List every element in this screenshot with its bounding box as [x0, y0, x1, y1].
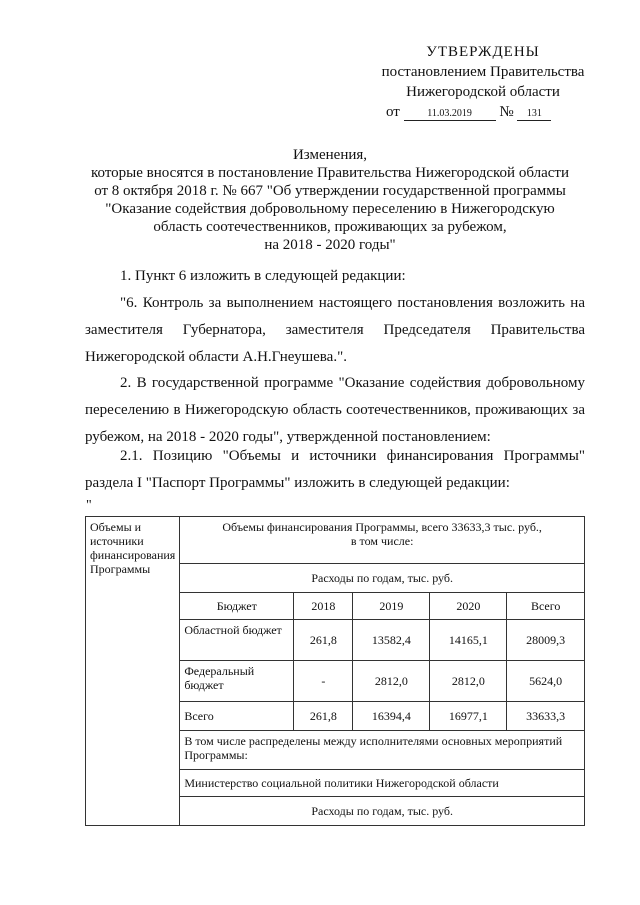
financing-total — [180, 517, 585, 564]
row-regional-2019: 13582,4 — [353, 620, 430, 661]
approval-block — [368, 42, 598, 122]
row-federal-label: Федеральный бюджет — [180, 661, 294, 702]
row-total-2018: 261,8 — [294, 702, 353, 731]
row-federal-2018: - — [294, 661, 353, 702]
approval-date: 11.03.2019 — [404, 108, 496, 121]
heading-line-6: на 2018 - 2020 годы" — [264, 237, 396, 253]
approval-date-line — [368, 102, 598, 122]
expenses-footer: Расходы по годам, тыс. руб. — [180, 797, 585, 826]
paragraph-2: "6. Контроль за выполнением настоящего постановления возложить на заместителя Губернатора, заместителя Председателя Правительства Нижегородской области А.Н.Гнеушева.". — [85, 295, 585, 365]
col-header-2018: 2018 — [294, 593, 353, 620]
paragraph-3: 2. В государственной программе "Оказание содействия добровольному переселению в Нижегородскую область соотечественников, проживающих за рубежом, на 2018 - 2020 годы", утвержденной постановлением: — [85, 375, 585, 445]
paragraph-1: 1. Пункт 6 изложить в следующей редакции: — [120, 268, 406, 284]
document-heading — [60, 146, 600, 254]
col-header-2020: 2020 — [430, 593, 507, 620]
row-federal-2019: 2812,0 — [353, 661, 430, 702]
row-total-total: 33633,3 — [507, 702, 585, 731]
heading-line-4: "Оказание содействия добровольному переселению в Нижегородскую — [105, 201, 555, 217]
paragraph-4: 2.1. Позицию "Объемы и источники финансирования Программы" раздела I "Паспорт Программы" изложить в следующей редакции: — [85, 448, 585, 491]
row-regional-total: 28009,3 — [507, 620, 585, 661]
row-total-label: Всего — [180, 702, 294, 731]
expenses-header: Расходы по годам, тыс. руб. — [180, 564, 585, 593]
heading-line-5: область соотечественников, проживающих за рубежом, — [153, 219, 507, 235]
row-regional-2020: 14165,1 — [430, 620, 507, 661]
row-regional-2018: 261,8 — [294, 620, 353, 661]
row-total-2019: 16394,4 — [353, 702, 430, 731]
financing-total-line-2: в том числе: — [350, 534, 414, 548]
ministry-row: Министерство социальной политики Нижегородской области — [180, 770, 585, 797]
approval-title: УТВЕРЖДЕНЫ — [426, 44, 540, 60]
col-header-budget: Бюджет — [180, 593, 294, 620]
heading-line-3: от 8 октября 2018 г. № 667 "Об утверждении государственной программы — [94, 183, 566, 199]
number-label: № — [499, 104, 514, 120]
financing-left-label: Объемы и источники финансирования Программы — [86, 517, 180, 826]
financing-table — [85, 516, 585, 826]
row-federal-2020: 2812,0 — [430, 661, 507, 702]
row-regional-label: Областной бюджет — [180, 620, 294, 661]
approval-number: 131 — [517, 108, 551, 121]
opening-quote: " — [86, 498, 92, 513]
financing-total-line-1: Объемы финансирования Программы, всего 33633,3 тыс. руб., — [222, 520, 542, 534]
heading-line-2: которые вносятся в постановление Правительства Нижегородской области — [91, 165, 569, 181]
approval-line-3: Нижегородской области — [406, 84, 560, 100]
from-label: от — [386, 104, 400, 120]
row-total-2020: 16977,1 — [430, 702, 507, 731]
col-header-2019: 2019 — [353, 593, 430, 620]
distributed-note: В том числе распределены между исполнителями основных мероприятий Программы: — [180, 731, 585, 770]
heading-line-1: Изменения, — [292, 147, 368, 163]
col-header-total: Всего — [507, 593, 585, 620]
approval-line-2: постановлением Правительства — [381, 64, 585, 80]
row-federal-total: 5624,0 — [507, 661, 585, 702]
